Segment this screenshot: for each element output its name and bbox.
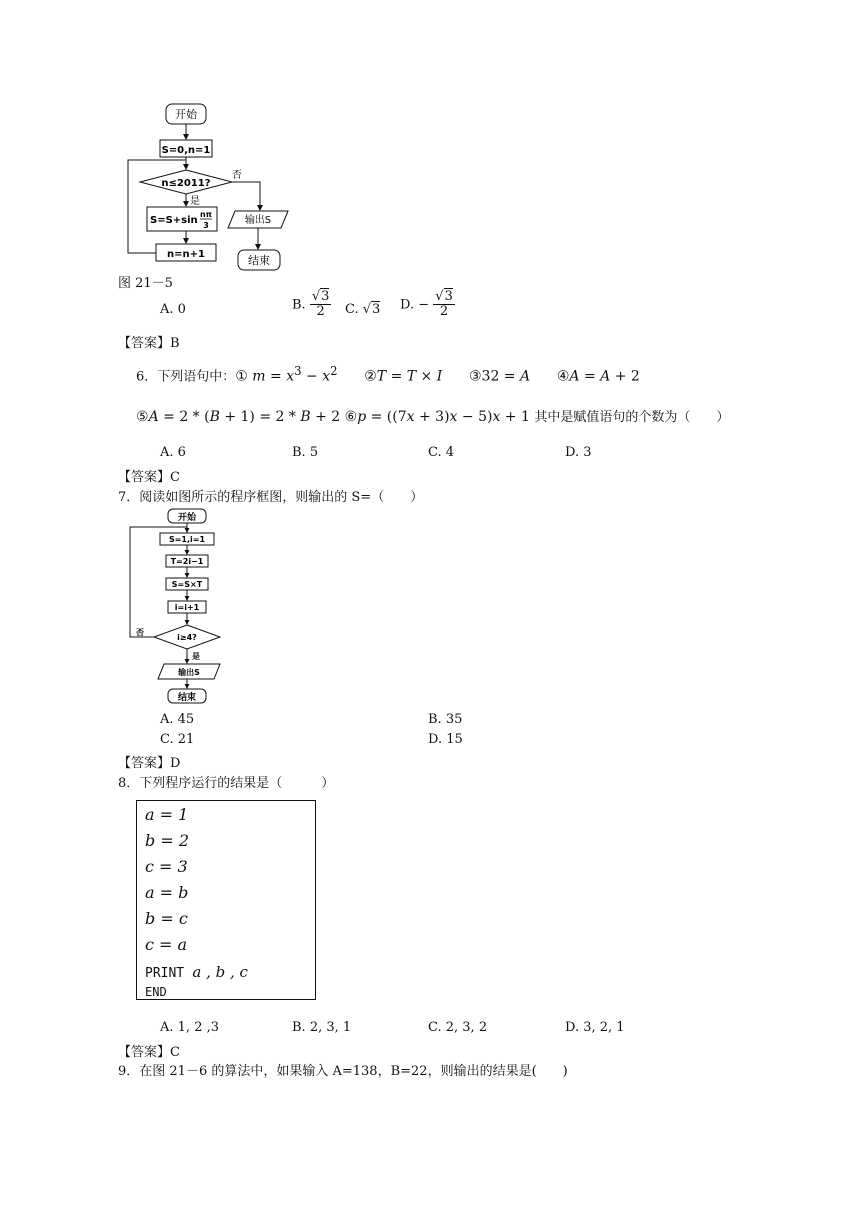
fc2-t-text: T=2i−1 (170, 557, 204, 566)
code-line-4: a = b (145, 883, 189, 902)
fc1-init-text: S=0,n=1 (161, 145, 211, 156)
fc1-body-text: S=S+sin (150, 215, 198, 226)
q5-option-b-letter: B. (292, 297, 306, 313)
q9-stem: 9．在图 21－6 的算法中，如果输入 A=138，B=22，则输出的结果是( ) (118, 1064, 568, 1079)
q7-answer: 【答案】D (118, 756, 181, 771)
fc2-no-label: 否 (136, 628, 144, 637)
fc1-yes-label: 是 (190, 196, 200, 207)
q6-line-1: 6．下列语句中：① $m = x^3 - x^2$ ②T = T × I ③32 = A ④A = A + 2 (136, 364, 640, 385)
program-code-box (136, 800, 316, 1000)
fc2-start-text: 开始 (177, 513, 197, 523)
fc2-condition-text: i≥4? (177, 633, 197, 642)
q5-answer: 【答案】B (118, 336, 180, 351)
q5-option-a: A. 0 (160, 302, 186, 317)
q6-answer: 【答案】C (118, 470, 180, 485)
q5-option-c: C. √3 (345, 302, 381, 317)
fc2-s-text: S=S×T (171, 580, 203, 589)
fc1-body-den: 3 (203, 221, 209, 230)
q6-option-c: C. 4 (428, 445, 455, 460)
q6-option-a: A. 6 (160, 445, 186, 460)
q8-stem: 8．下列程序运行的结果是（ ） (118, 776, 335, 791)
q8-answer: 【答案】C (118, 1045, 180, 1060)
q8-option-b: B. 2, 3, 1 (292, 1020, 352, 1035)
fc1-incr-text: n=n+1 (167, 249, 205, 260)
fc2-init-text: S=1,i=1 (168, 535, 206, 544)
code-line-end: END (145, 985, 167, 999)
q7-stem: 7．阅读如图所示的程序框图，则输出的 S=（ ） (118, 490, 424, 505)
q5-option-b (292, 290, 331, 320)
code-line-5: b = c (145, 909, 188, 928)
fc2-yes-label: 是 (192, 652, 200, 661)
fc1-no-label: 否 (232, 170, 242, 181)
fc2-output-text: 输出S (178, 668, 200, 677)
fc2-i-text: i=i+1 (174, 603, 200, 612)
code-line-1: a = 1 (145, 805, 189, 824)
q7-option-a: A. 45 (160, 712, 195, 727)
fc1-end-text: 结束 (248, 254, 270, 267)
q5-option-d: D. − $\frac{√3}{2}$ (400, 289, 453, 320)
q6-option-d: D. 3 (565, 445, 592, 460)
fc2-end-text: 结束 (177, 693, 197, 703)
flowchart-21-5 (120, 98, 310, 276)
q6-line-2: ⑤A = 2 * (B + 1) = 2 * B + 2 ⑥p = ((7x + 3)x − 5)x + 1 其中是赋值语句的个数为（ ） (136, 409, 730, 425)
q7-option-d: D. 15 (428, 732, 463, 747)
code-line-6: c = a (145, 935, 188, 954)
figure-label-21-5: 图 21－5 (118, 276, 173, 291)
fc1-condition-text: n≤2011? (161, 178, 211, 189)
q7-option-c: C. 21 (160, 732, 195, 747)
fc1-start-text: 开始 (175, 108, 197, 121)
q5-option-b-fraction: $\frac{√3}{2}$ (311, 289, 330, 320)
q8-option-a: A. 1, 2 ,3 (160, 1020, 219, 1035)
q8-option-d: D. 3, 2, 1 (565, 1020, 625, 1035)
q7-option-b: B. 35 (428, 712, 463, 727)
code-line-3: c = 3 (145, 857, 188, 876)
fc1-output-text: 输出S (244, 215, 272, 226)
flowchart-q7 (128, 505, 238, 707)
q6-option-b: B. 5 (292, 445, 319, 460)
code-line-2: b = 2 (145, 831, 189, 850)
fc1-body-num: nπ (199, 210, 213, 219)
q8-option-c: C. 2, 3, 2 (428, 1020, 488, 1035)
code-line-print: PRINT a , b , c (145, 963, 248, 981)
